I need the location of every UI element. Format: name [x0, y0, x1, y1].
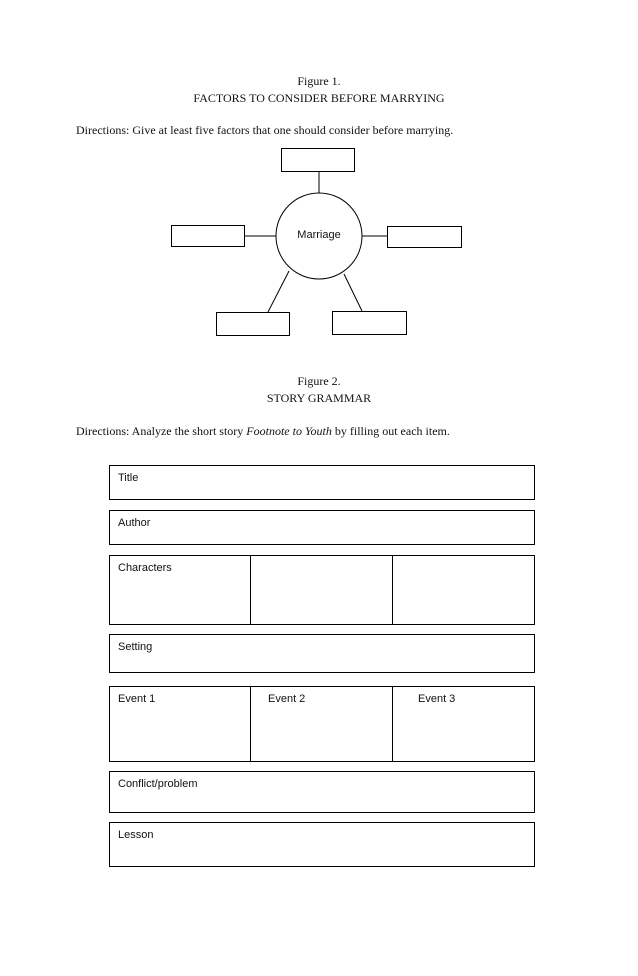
- event1-label: Event 1: [118, 693, 156, 705]
- factor-box-right[interactable]: [387, 226, 462, 248]
- event2-label: Event 2: [268, 693, 306, 705]
- characters-divider-1: [250, 556, 251, 624]
- factor-box-bottom-left[interactable]: [216, 312, 290, 336]
- marriage-web-diagram: [0, 0, 638, 360]
- lesson-field[interactable]: [109, 822, 535, 867]
- characters-label: Characters: [118, 562, 172, 574]
- characters-field[interactable]: [109, 555, 535, 625]
- author-field[interactable]: [109, 510, 535, 545]
- factor-box-top[interactable]: [281, 148, 355, 172]
- figure1-title: FACTORS TO CONSIDER BEFORE MARRYING: [193, 91, 445, 105]
- figure1-number: Figure 1.: [297, 74, 341, 88]
- events-field[interactable]: [109, 686, 535, 762]
- marriage-center-label: Marriage: [297, 229, 341, 241]
- factor-box-bottom-right[interactable]: [332, 311, 407, 335]
- connector-bottom-right: [344, 274, 362, 311]
- author-label: Author: [118, 517, 151, 529]
- setting-field[interactable]: [109, 634, 535, 673]
- conflict-label: Conflict/problem: [118, 778, 198, 790]
- event3-label: Event 3: [418, 693, 456, 705]
- figure2-title: STORY GRAMMAR: [266, 391, 372, 405]
- characters-divider-2: [392, 556, 393, 624]
- lesson-label: Lesson: [118, 829, 154, 841]
- figure2-directions: Directions: Analyze the short story Footnote to Youth by filling out each item.: [76, 424, 450, 438]
- factor-box-left[interactable]: [171, 225, 245, 247]
- figure1-directions: Directions: Give at least five factors that one should consider before marrying.: [76, 123, 454, 137]
- title-label: Title: [118, 472, 139, 484]
- events-divider-2: [392, 687, 393, 761]
- story-title: Footnote to Youth: [246, 424, 332, 438]
- connector-bottom-left: [268, 271, 289, 312]
- setting-label: Setting: [118, 641, 153, 653]
- conflict-field[interactable]: [109, 771, 535, 813]
- title-field[interactable]: [109, 465, 535, 500]
- figure2-number: Figure 2.: [297, 374, 341, 388]
- events-divider-1: [250, 687, 251, 761]
